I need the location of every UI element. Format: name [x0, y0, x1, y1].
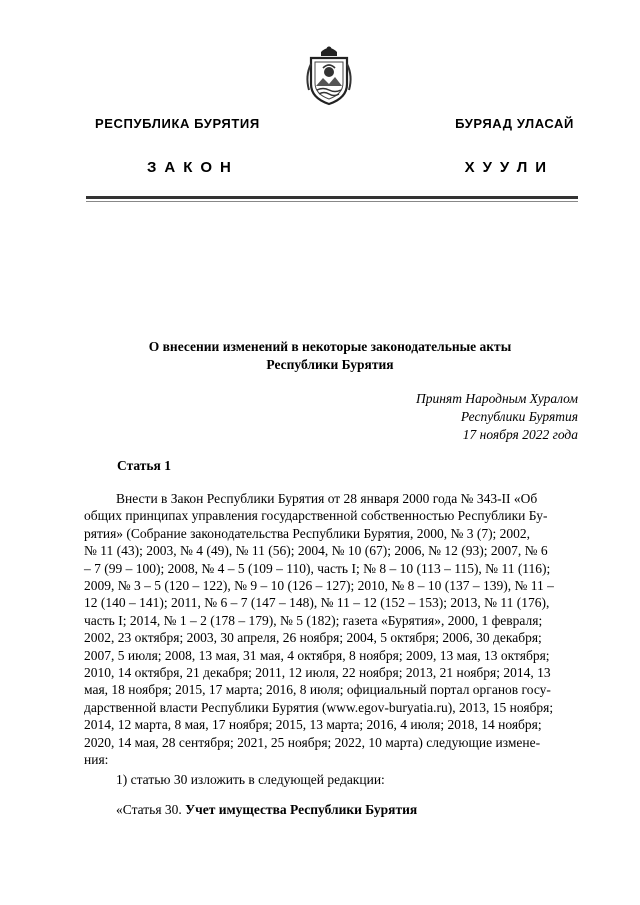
adoption-note-line: Принят Народным Хуралом	[415, 391, 578, 406]
adoption-date: 17 ноября 2022 года	[462, 427, 578, 442]
article-body-line: 2020, 14 мая, 28 сентября; 2021, 25 ноября; 2022, 10 марта) следующие измене-	[84, 734, 541, 750]
amendment-article-prefix: «Статья 30.	[116, 802, 186, 817]
article-body-line: 12 (140 – 141); 2011, № 6 – 7 (147 – 148), № 11 – 12 (152 – 153); 2013, № 11 (176),	[84, 595, 550, 611]
law-title	[100, 338, 560, 374]
law-title-line: Республики Бурятия	[266, 357, 394, 372]
document-type-buryat: ХУУЛИ	[464, 159, 554, 176]
article-body	[84, 490, 578, 769]
article-body-line: мая, 18 ноября; 2015, 17 марта; 2016, 8 июля; официальный портал органов госу-	[84, 682, 551, 698]
amendment-article-title: Учет имущества Республики Бурятия	[185, 802, 418, 817]
article-body-line: дарственной власти Республики Бурятия (www.egov-buryatia.ru), 2013, 15 ноября;	[84, 699, 554, 715]
article-body-line: рятия» (Собрание законодательства Республики Бурятия, 2000, № 3 (7); 2002,	[84, 525, 531, 541]
article-body-line: № 11 (43); 2003, № 4 (49), № 11 (56); 2004, № 10 (67); 2006, № 12 (93); 2007, № 6	[84, 543, 548, 559]
adoption-note-line: Республики Бурятия	[460, 409, 578, 424]
article-body-line: 2014, 12 марта, 8 мая, 17 ноября; 2015, 13 марта; 2016, 4 июля; 2018, 14 ноября;	[84, 717, 542, 733]
article-body-line: 2002, 23 октября; 2003, 30 апреля, 26 ноября; 2004, 5 октября; 2006, 30 декабря;	[84, 630, 542, 646]
article-body-line: 2010, 14 октября, 21 декабря; 2011, 12 июля, 22 ноября; 2013, 21 ноября; 2014, 13	[84, 665, 551, 681]
adoption-note	[416, 390, 578, 444]
header-divider-thin	[86, 201, 578, 202]
coat-of-arms-icon	[303, 44, 355, 106]
article-body-line: Внести в Закон Республики Бурятия от 28 января 2000 года № 343-II «Об	[116, 491, 538, 506]
header-divider-thick	[86, 196, 578, 199]
article-body-line: часть I; 2014, № 1 – 2 (178 – 179), № 5 (182); газета «Бурятия», 2000, 1 февраля;	[84, 612, 543, 628]
article-body-line: 2009, № 3 – 5 (120 – 122), № 9 – 10 (126 – 127); 2010, № 8 – 10 (137 – 139), № 11 –	[84, 578, 554, 594]
article-body-line: ния:	[84, 752, 109, 768]
article-heading: Статья 1	[117, 458, 171, 473]
amendment-article-heading	[116, 802, 417, 818]
amendment-item-1: 1) статью 30 изложить в следующей редакции:	[116, 772, 385, 787]
republic-name-buryat: БУРЯАД УЛАСАЙ	[455, 116, 574, 131]
article-body-line: – 7 (99 – 100); 2008, № 4 – 5 (109 – 110), часть I; № 8 – 10 (113 – 115), № 11 (116);	[84, 560, 551, 576]
article-body-line: 2007, 5 июля; 2008, 13 мая, 31 мая, 4 октября, 8 ноября; 2009, 13 мая, 13 октября;	[84, 647, 550, 663]
law-title-line: О внесении изменений в некоторые законодательные акты	[148, 339, 512, 354]
republic-name-russian: РЕСПУБЛИКА БУРЯТИЯ	[95, 116, 260, 131]
document-type-russian: ЗАКОН	[147, 159, 239, 176]
article-body-line: общих принципах управления государственной собственностью Республики Бу-	[84, 508, 548, 524]
